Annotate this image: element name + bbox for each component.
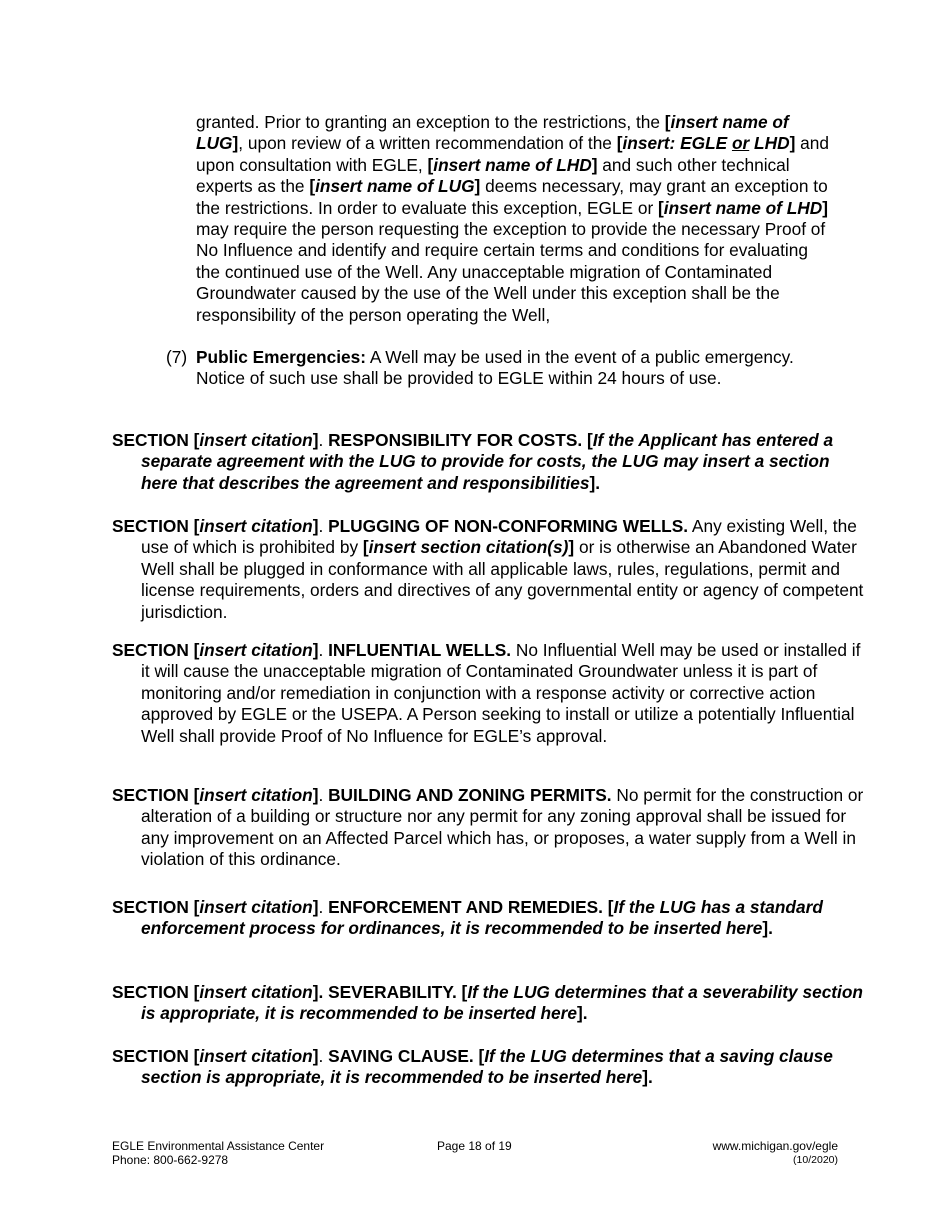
section-title: INFLUENTIAL WELLS. (328, 640, 512, 660)
section-title: SEVERABILITY. [ (328, 982, 468, 1002)
section-influential-wells: SECTION [insert citation]. INFLUENTIAL WELLS. No Influential Well may be used or installed if it will cause the unacceptable migration of Contaminated Groundwater unless it is part of monitoring and/or remediation in conjunction with a response activity or corrective action approved by EGLE or the USEPA. A Person seeking to install or utilize a potentially Influential Well shall provide Proof of No Influence for EGLE’s approval. (112, 640, 861, 746)
placeholder-citation: insert citation (199, 897, 313, 917)
paragraph-text: granted. Prior to granting an exception to the restrictions, the (196, 112, 665, 132)
placeholder-section-citation: insert section citation(s) (368, 537, 569, 558)
placeholder-lhd-name: insert name of LHD (433, 154, 592, 175)
section-saving-clause: SECTION [insert citation]. SAVING CLAUSE. [If the LUG determines that a saving clause section is appropriate, it is recommended to be inserted here]. (112, 1046, 833, 1088)
section-text: No Influential Well may be used or installed if it will cause the unacceptable migration of Contaminated Groundwater unless it is part of monitoring and/or remediation in conjunction with a response activity or corrective action approved by EGLE or the USEPA. A Person seeking to install or utilize a potentially Influential Well shall provide Proof of No Influence for EGLE’s approval. (141, 640, 861, 746)
footer-url[interactable]: www.michigan.gov/egle (712, 1139, 838, 1153)
placeholder-lug-name: insert name of LUG (196, 112, 789, 154)
placeholder-citation: insert citation (199, 640, 313, 660)
placeholder-citation: insert citation (199, 785, 313, 805)
section-responsibility-for-costs: SECTION [insert citation]. RESPONSIBILITY FOR COSTS. [If the Applicant has entered a separate agreement with the LUG to provide for costs, the LUG may insert a section here that describes the agreement and responsibilities]. (112, 430, 834, 493)
placeholder-or: or (731, 133, 750, 154)
section-title: PLUGGING OF NON-CONFORMING WELLS. (328, 516, 689, 536)
exception-paragraph: granted. Prior to granting an exception to the restrictions, the [insert name of LUG], upon review of a written recommendation of the [insert: EGLE or LHD] and upon consultation with EGLE, [insert name of LHD] and such other technical experts as the [insert name of LUG] deems necessary, may grant an exception to the restrictions. In order to evaluate this exception, EGLE or [insert name of LHD] may require the person requesting the exception to provide the necessary Proof of No Influence and identify and require certain terms and conditions for evaluating the continued use of the Well. Any unacceptable migration of Contaminated Groundwater caused by the use of the Well under this exception shall be the responsibility of the person operating the Well, (196, 112, 829, 325)
paragraph-text: and such other technical experts as the (196, 154, 790, 197)
section-plugging-non-conforming-wells: SECTION [insert citation]. PLUGGING OF NON-CONFORMING WELLS. Any existing Well, the use of which is prohibited by [insert section citation(s)] or is otherwise an Abandoned Water Well shall be plugged in conformance with all applicable laws, rules, regulations, permit and license requirements, orders and directives of any governmental entity or agency of competent jurisdiction. (112, 516, 864, 622)
section-text: or is otherwise an Abandoned Water Well shall be plugged in conformance with all applicable laws, rules, regulations, permit and license requirements, orders and directives of any governmental entity or agency of competent jurisdiction. (141, 537, 864, 622)
placeholder-citation: insert citation (199, 516, 313, 536)
paragraph-text: deems necessary, may grant an exception to the restrictions. In order to evaluate this exception, EGLE or (196, 176, 828, 218)
section-title: BUILDING AND ZONING PERMITS. (328, 785, 612, 805)
footer-right (713, 1139, 838, 1167)
placeholder-egle: insert: EGLE (622, 133, 732, 154)
section-severability: SECTION [insert citation]. SEVERABILITY. [If the LUG determines that a severability section is appropriate, it is recommended to be inserted here]. (112, 982, 863, 1024)
paragraph-text: , upon review of a written recommendation of the (238, 133, 617, 154)
placeholder-citation: insert citation (199, 430, 313, 450)
footer-phone: Phone: 800-662-9278 (112, 1153, 229, 1167)
section-note: If the LUG determines that a severability section is appropriate, it is recommended to be inserted here (141, 982, 863, 1024)
section-text: No permit for the construction or alteration of a building or structure nor any permit for any zoning approval shall be issued for any improvement on an Affected Parcel which has, or proposes, a water supply from a Well in violation of this ordinance. (141, 785, 864, 870)
page-number: Page 18 of 19 (437, 1139, 512, 1153)
section-enforcement-remedies: SECTION [insert citation]. ENFORCEMENT AND REMEDIES. [If the LUG has a standard enforcement process for ordinances, it is recommended to be inserted here]. (112, 897, 823, 939)
placeholder-lug-name: insert name of LUG (315, 176, 475, 197)
footer-date: (10/2020) (793, 1154, 838, 1166)
section-note: If the Applicant has entered a separate agreement with the LUG to provide for costs, the LUG may insert a section here that describes the agreement and responsibilities (141, 430, 834, 493)
placeholder-citation: insert citation (199, 982, 313, 1002)
section-note: If the LUG has a standard enforcement process for ordinances, it is recommended to be inserted here (141, 897, 823, 939)
section-text: Any existing Well, the use of which is prohibited by (141, 516, 857, 558)
placeholder-citation: insert citation (199, 1046, 313, 1066)
paragraph-text: may require the person requesting the exception to provide the necessary Proof of No Influence and identify and require certain terms and conditions for evaluating the continued use of the Well. Any unacceptable migration of Contaminated Groundwater caused by the use of the Well under this exception shall be the responsibility of the person operating the Well, (196, 219, 826, 325)
section-title: SAVING CLAUSE. [ (328, 1046, 485, 1066)
footer-org: EGLE Environmental Assistance Center (112, 1139, 325, 1153)
list-item-number: (7) (166, 347, 188, 367)
placeholder-lhd-name: insert name of LHD (663, 197, 823, 218)
footer-page-number (437, 1139, 512, 1153)
list-item-text: A Well may be used in the event of a public emergency. Notice of such use shall be provided to EGLE within 24 hours of use. (196, 347, 794, 389)
section-title: ENFORCEMENT AND REMEDIES. [ (328, 897, 614, 917)
paragraph-text: and upon consultation with EGLE, (196, 133, 829, 175)
list-item-heading: Public Emergencies: (196, 347, 366, 367)
section-title: RESPONSIBILITY FOR COSTS. [ (328, 430, 593, 450)
section-building-zoning-permits: SECTION [insert citation]. BUILDING AND ZONING PERMITS. No permit for the construction or alteration of a building or structure nor any permit for any zoning approval shall be issued for any improvement on an Affected Parcel which has, or proposes, a water supply from a Well in violation of this ordinance. (112, 785, 864, 870)
placeholder-lhd: LHD (749, 133, 790, 154)
list-item-public-emergencies (166, 347, 846, 390)
footer-left (112, 1139, 324, 1167)
section-note: If the LUG determines that a saving clause section is appropriate, it is recommended to be inserted here (141, 1046, 833, 1088)
